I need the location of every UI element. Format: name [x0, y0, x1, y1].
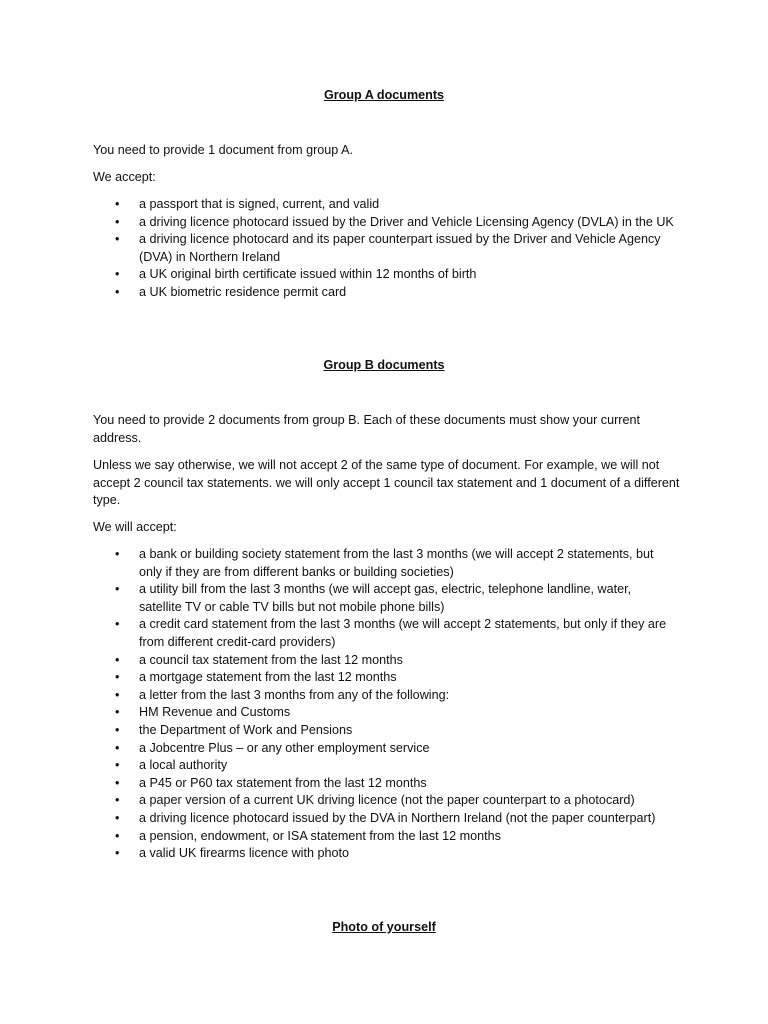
bullet-icon: • [115, 267, 120, 282]
bullet-icon: • [115, 284, 120, 299]
bullet-icon: • [115, 705, 120, 720]
group-a-list [93, 196, 677, 302]
list-item: • a driving licence photocard issued by the Driver and Vehicle Licensing Agency (DVLA) in the UK [93, 214, 677, 232]
list-item: • a mortgage statement from the last 12 months [93, 669, 677, 687]
bullet-icon: • [115, 652, 120, 667]
group-b-heading: Group B documents [323, 358, 445, 372]
list-item: • a Jobcentre Plus – or any other employment service [93, 740, 677, 758]
bullet-icon: • [115, 214, 120, 229]
list-item: • a driving licence photocard issued by the DVA in Northern Ireland (not the paper counterpart) [93, 810, 677, 828]
group-b-accept-label: We will accept: [93, 520, 177, 534]
list-item: • a pension, endowment, or ISA statement from the last 12 months [93, 828, 677, 846]
bullet-icon: • [115, 758, 120, 773]
bullet-icon: • [115, 828, 120, 843]
bullet-icon: • [115, 687, 120, 702]
list-item: • the Department of Work and Pensions [93, 722, 677, 740]
bullet-icon: • [115, 793, 120, 808]
bullet-icon: • [115, 617, 120, 632]
list-item: • a utility bill from the last 3 months (we will accept gas, electric, telephone landline, water, satellite TV or cable TV bills but not mobile phone bills) [115, 582, 632, 614]
group-a-accept-label: We accept: [93, 170, 156, 184]
list-item: • HM Revenue and Customs [93, 704, 677, 722]
list-item: • a valid UK firearms licence with photo [93, 845, 677, 863]
list-item: • a UK biometric residence permit card [93, 284, 677, 302]
bullet-icon: • [115, 547, 120, 561]
bullet-icon: • [115, 232, 120, 247]
group-b-note: Unless we say otherwise, we will not accept 2 of the same type of document. For example, we will not accept 2 council tax statements. we will only accept 1 council tax statement and 1 document of a different type. [93, 458, 680, 508]
photo-heading: Photo of yourself [332, 920, 436, 934]
list-item: • a council tax statement from the last 12 months [93, 652, 677, 670]
bullet-icon: • [115, 670, 120, 685]
list-item: • a P45 or P60 tax statement from the last 12 months [93, 775, 677, 793]
bullet-icon: • [115, 582, 120, 597]
list-item: • a credit card statement from the last 3 months (we will accept 2 statements, but only if they are from different credit-card providers) [115, 617, 667, 649]
list-item: • a local authority [93, 757, 677, 775]
list-item: • a passport that is signed, current, and valid [93, 196, 677, 214]
bullet-icon: • [115, 775, 120, 790]
bullet-icon: • [115, 740, 120, 755]
bullet-icon: • [115, 197, 120, 211]
bullet-icon: • [115, 846, 120, 861]
bullet-icon: • [115, 722, 120, 737]
list-item: • a bank or building society statement from the last 3 months (we will accept 2 statements, but only if they are from different banks or building societies) [115, 547, 654, 579]
bullet-icon: • [115, 810, 120, 825]
list-item: • a paper version of a current UK driving licence (not the paper counterpart to a photocard) [93, 792, 677, 810]
list-item: • a UK original birth certificate issued within 12 months of birth [93, 266, 677, 284]
group-b-intro: You need to provide 2 documents from group B. Each of these documents must show your current address. [93, 413, 640, 445]
group-a-intro: You need to provide 1 document from group A. [93, 143, 353, 157]
list-item: • a driving licence photocard and its paper counterpart issued by the Driver and Vehicle Agency (DVA) in Northern Ireland [115, 232, 661, 264]
list-item: • a letter from the last 3 months from any of the following: [93, 687, 677, 705]
group-a-heading: Group A documents [323, 88, 445, 102]
group-b-list [93, 546, 677, 863]
